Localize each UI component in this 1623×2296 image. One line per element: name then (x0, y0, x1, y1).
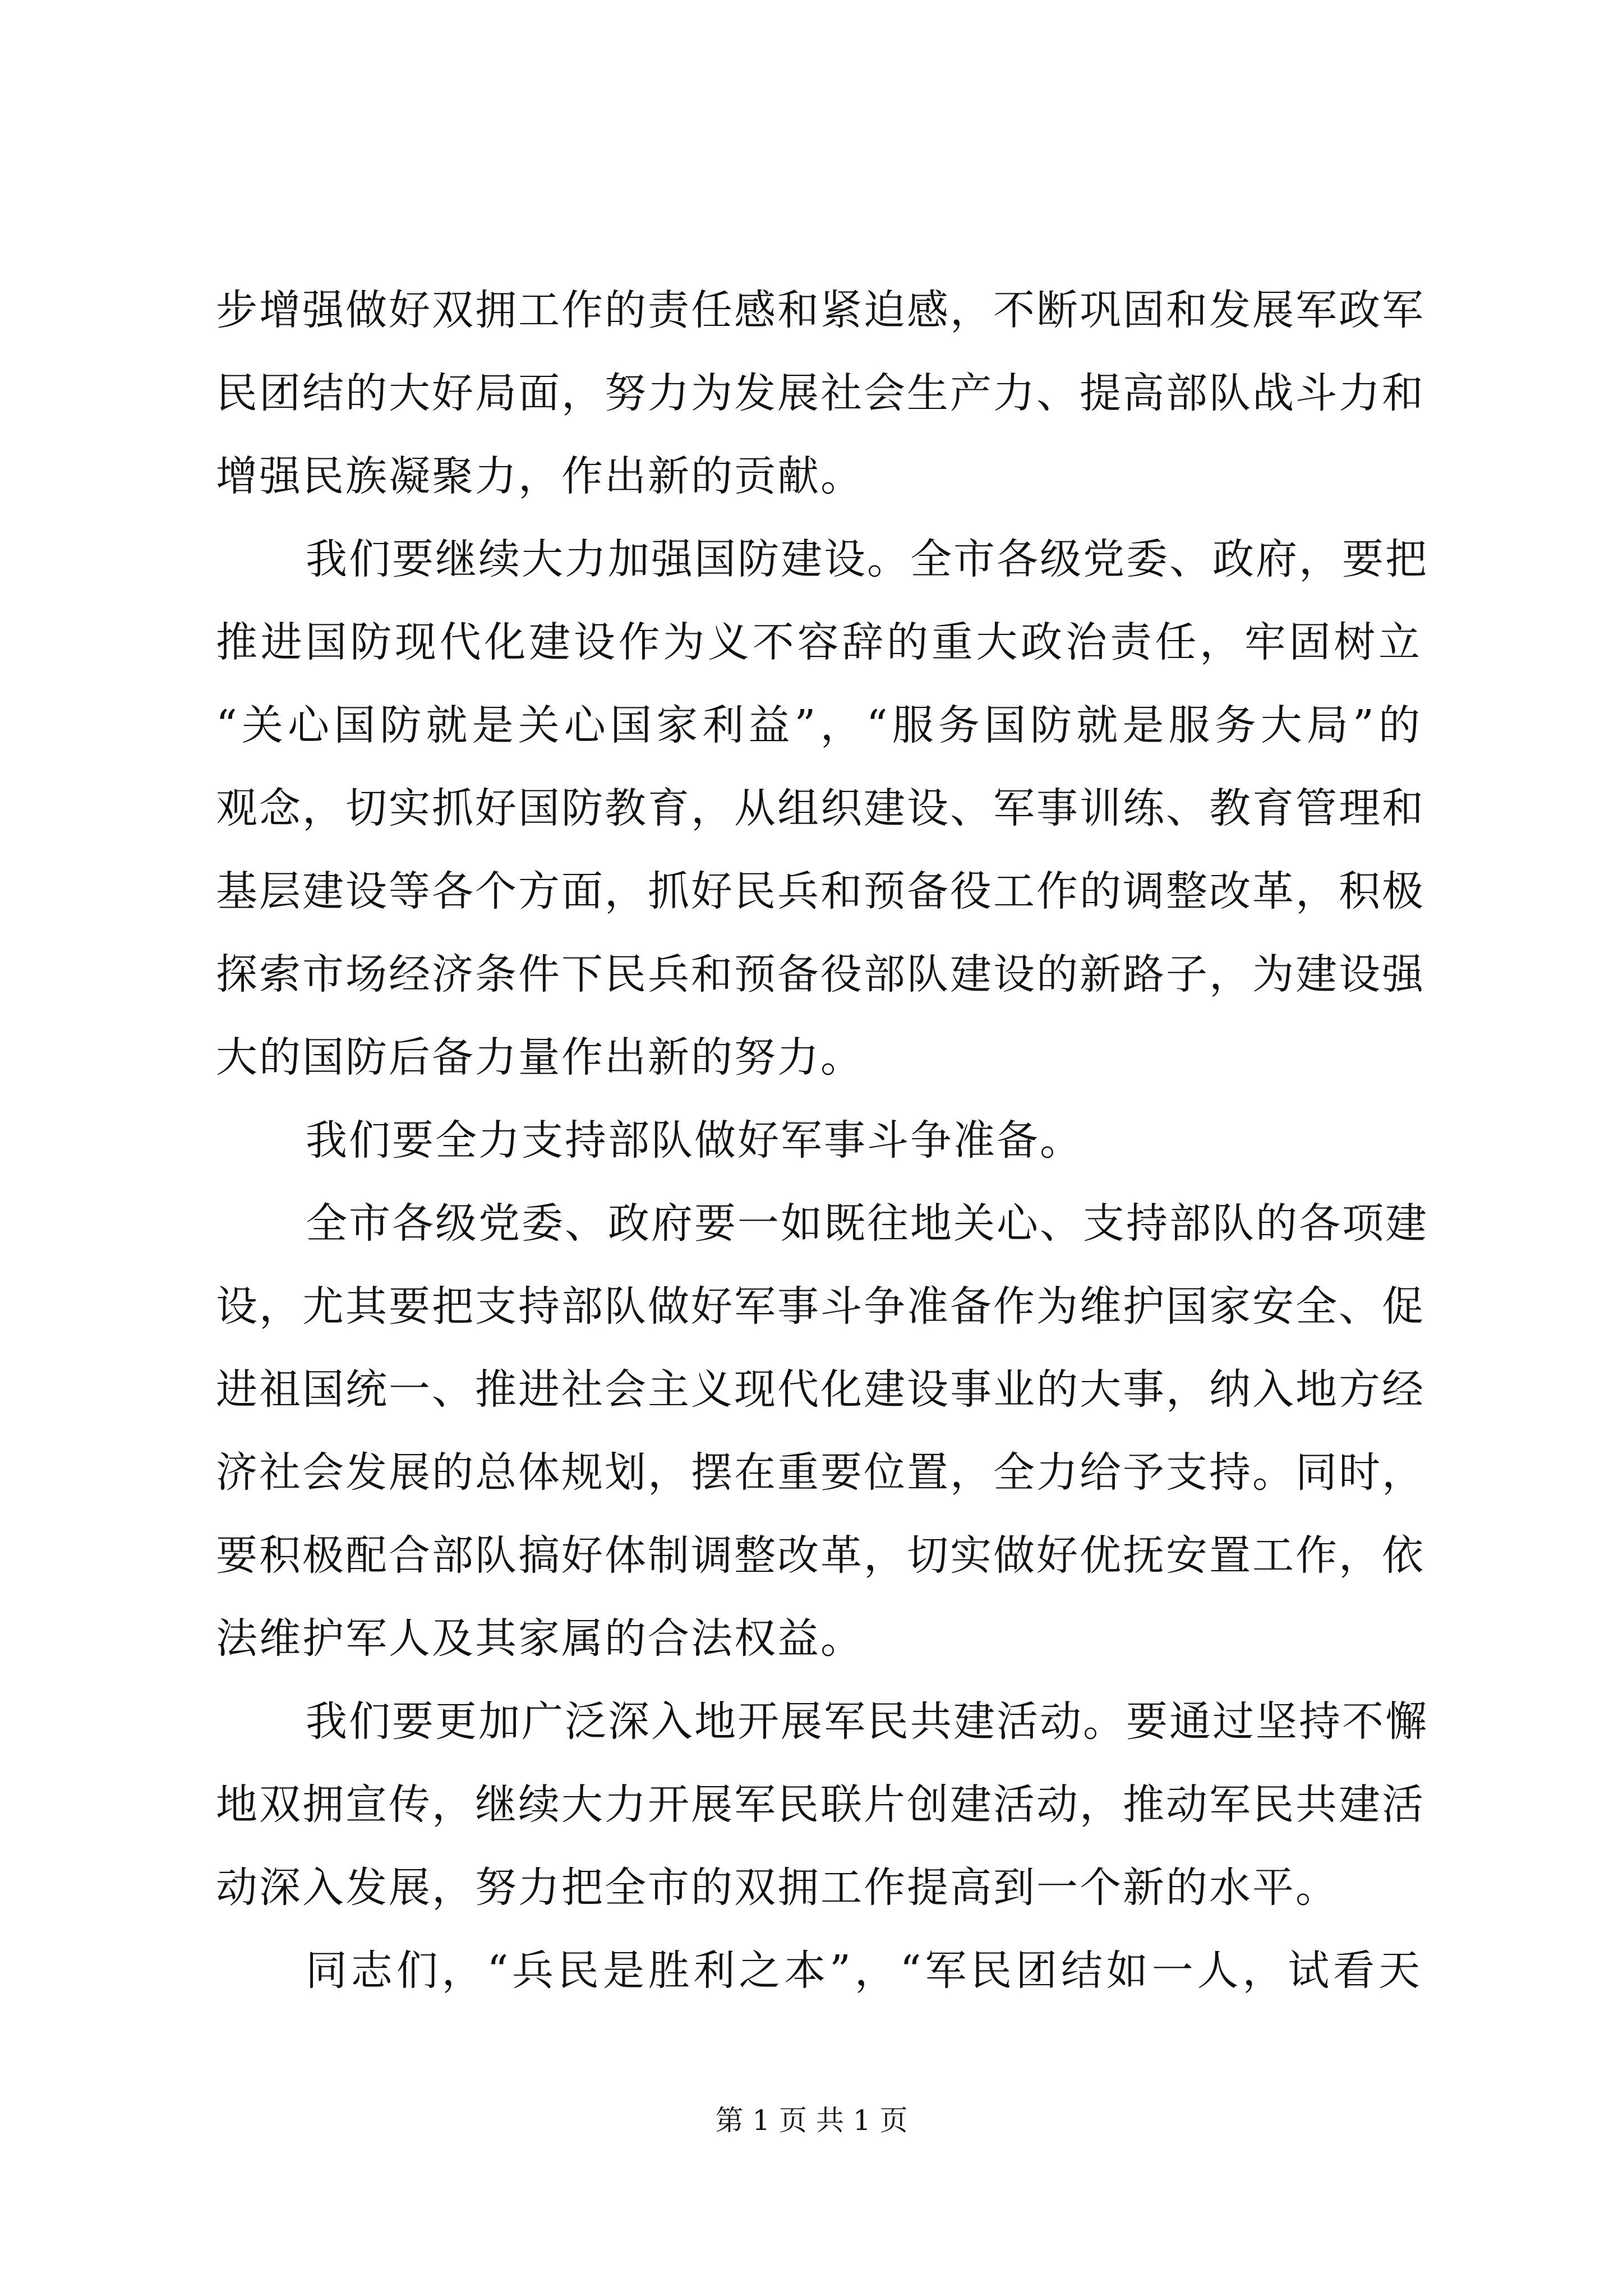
text-line: 同志们，“兵民是胜利之本”，“军民团结如一人，试看天 (306, 1947, 1422, 1995)
text-line: 我们要更加广泛深入地开展军民共建活动。要通过坚持不懈 (306, 1697, 1428, 1746)
text-line: 法维护军人及其家属的合法权益。 (216, 1614, 864, 1663)
text-line: “关心国防就是关心国家利益”，“服务国防就是服务大局”的 (216, 701, 1422, 749)
text-line: 推进国防现代化建设作为义不容辞的重大政治责任，牢固树立 (216, 618, 1422, 666)
text-line: 观念，切实抓好国防教育，从组织建设、军事训练、教育管理和 (216, 784, 1425, 832)
text-line: 我们要全力支持部队做好军事斗争准备。 (306, 1116, 1083, 1165)
text-line: 大的国防后备力量作出新的努力。 (216, 1033, 864, 1082)
text-line: 我们要继续大力加强国防建设。全市各级党委、政府，要把 (306, 535, 1428, 583)
text-line: 全市各级党委、政府要一如既往地关心、支持部队的各项建 (306, 1199, 1428, 1248)
text-line: 步增强做好双拥工作的责任感和紧迫感，不断巩固和发展军政军 (216, 286, 1425, 334)
text-line: 设，尤其要把支持部队做好军事斗争准备作为维护国家安全、促 (216, 1282, 1425, 1331)
text-line: 地双拥宣传，继续大力开展军民联片创建活动，推动军民共建活 (216, 1780, 1425, 1829)
text-line: 要积极配合部队搞好体制调整改革，切实做好优抚安置工作，依 (216, 1531, 1425, 1580)
page-footer: 第 1 页 共 1 页 (715, 2104, 908, 2137)
text-line: 动深入发展，努力把全市的双拥工作提高到一个新的水平。 (216, 1864, 1339, 1912)
text-line: 探索市场经济条件下民兵和预备役部队建设的新路子，为建设强 (216, 950, 1425, 999)
text-line: 增强民族凝聚力，作出新的贡献。 (216, 452, 864, 500)
text-line: 济社会发展的总体规划，摆在重要位置，全力给予支持。同时， (216, 1448, 1425, 1497)
document-body (216, 269, 1428, 2012)
text-line: 进祖国统一、推进社会主义现代化建设事业的大事，纳入地方经 (216, 1365, 1425, 1414)
text-line: 基层建设等各个方面，抓好民兵和预备役工作的调整改革，积极 (216, 867, 1425, 915)
text-line: 民团结的大好局面，努力为发展社会生产力、提高部队战斗力和 (216, 369, 1425, 417)
